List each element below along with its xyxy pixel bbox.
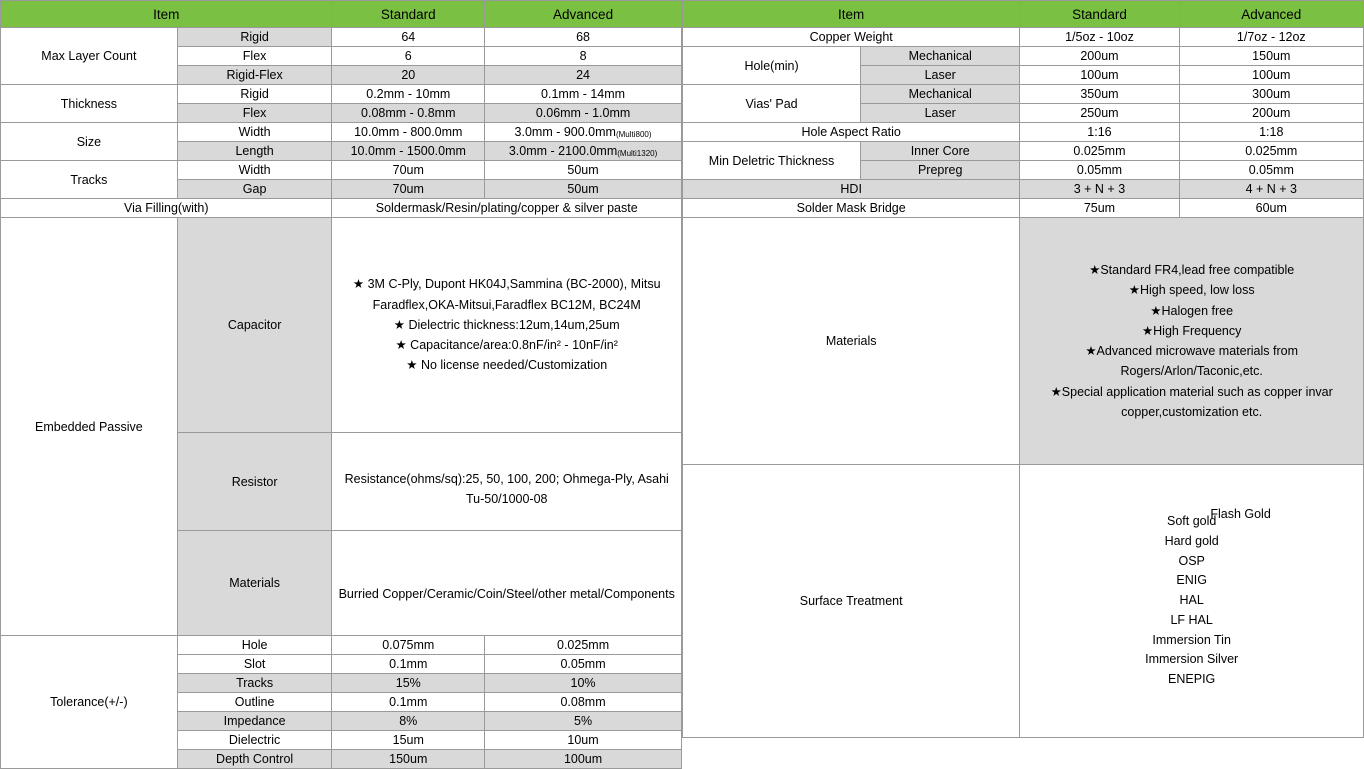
cell-advanced: 300um — [1179, 85, 1363, 104]
table-row — [1, 218, 682, 433]
cell-resistor-details: Resistance(ohms/sq):25, 50, 100, 200; Ohmega-Ply, Asahi Tu-50/1000-08 — [332, 433, 682, 531]
row-sub-label-capacitor: Capacitor — [177, 218, 332, 433]
row-sub-label: Length — [177, 142, 332, 161]
row-group-max-layer-count: Max Layer Count — [1, 28, 178, 85]
cell-advanced: 100um — [1179, 66, 1363, 85]
cell-standard: 0.025mm — [1020, 142, 1179, 161]
row-sub-label: Slot — [177, 655, 332, 674]
table-header-row — [1, 1, 682, 28]
cell-capacitor-details — [332, 218, 682, 433]
cell-standard: 0.05mm — [1020, 161, 1179, 180]
materials-line: ★High speed, low loss — [1128, 283, 1255, 298]
surface-treatment-line: ENEPIG — [1168, 672, 1216, 687]
cell-advanced: 10% — [485, 674, 682, 693]
table-row — [1, 28, 682, 47]
row-group-tracks: Tracks — [1, 161, 178, 199]
table-row — [683, 199, 1364, 218]
cell-standard: 0.1mm — [332, 655, 485, 674]
row-group-min-deletric-thickness: Min Deletric Thickness — [683, 142, 861, 180]
materials-line: ★Halogen free — [1150, 303, 1234, 318]
cell-standard: 15um — [332, 731, 485, 750]
row-sub-label: Tracks — [177, 674, 332, 693]
row-group-size: Size — [1, 123, 178, 161]
row-label-materials: Materials — [683, 218, 1020, 465]
cell-standard: 20 — [332, 66, 485, 85]
row-sub-label: Laser — [861, 66, 1020, 85]
row-sub-label-materials: Materials — [177, 531, 332, 636]
cell-standard: 10.0mm - 800.0mm — [332, 123, 485, 142]
cell-advanced: 5% — [485, 712, 682, 731]
table-header-row — [683, 1, 1364, 28]
capacitor-line: ★ Dielectric thickness:12um,14um,25um — [393, 317, 620, 332]
cell-standard: 1:16 — [1020, 123, 1179, 142]
table-row — [1, 161, 682, 180]
surface-treatment-line: Immersion Silver — [1145, 652, 1239, 667]
column-header-item: Item — [1, 1, 332, 28]
cell-advanced: 1/7oz - 12oz — [1179, 28, 1363, 47]
cell-advanced: 24 — [485, 66, 682, 85]
cell-standard: 0.075mm — [332, 636, 485, 655]
cell-standard: 75um — [1020, 199, 1179, 218]
cell-materials-details: Burried Copper/Ceramic/Coin/Steel/other metal/Components — [332, 531, 682, 636]
row-sub-label: Rigid — [177, 28, 332, 47]
cell-advanced: 100um — [485, 750, 682, 769]
cell-advanced: 1:18 — [1179, 123, 1363, 142]
surface-treatment-line: Hard gold — [1164, 533, 1219, 548]
row-sub-label: Rigid — [177, 85, 332, 104]
row-label-hole-aspect-ratio: Hole Aspect Ratio — [683, 123, 1020, 142]
surface-treatment-line: ENIG — [1176, 573, 1207, 588]
row-sub-label: Prepreg — [861, 161, 1020, 180]
capacitor-line: ★ Capacitance/area:0.8nF/in² - 10nF/in² — [395, 338, 618, 353]
right-spec-table — [682, 0, 1364, 738]
row-label-hdi: HDI — [683, 180, 1020, 199]
row-group-hole-min: Hole(min) — [683, 47, 861, 85]
row-sub-label: Hole — [177, 636, 332, 655]
row-sub-label: Width — [177, 123, 332, 142]
cell-standard: 10.0mm - 1500.0mm — [332, 142, 485, 161]
table-row — [683, 465, 1364, 738]
row-label-surface-treatment: Surface Treatment — [683, 465, 1020, 738]
cell-standard: 0.2mm - 10mm — [332, 85, 485, 104]
right-table-wrapper — [682, 0, 1364, 769]
cell-advanced: 0.08mm — [485, 693, 682, 712]
surface-treatment-line: Soft gold — [1167, 514, 1217, 529]
row-sub-label: Depth Control — [177, 750, 332, 769]
cell-advanced: 50um — [485, 161, 682, 180]
cell-advanced: 68 — [485, 28, 682, 47]
capacitor-line: ★ No license needed/Customization — [406, 358, 608, 373]
row-sub-label: Inner Core — [861, 142, 1020, 161]
table-row — [1, 636, 682, 655]
table-row — [683, 218, 1364, 465]
surface-treatment-line: HAL — [1179, 593, 1204, 608]
cell-standard: 250um — [1020, 104, 1179, 123]
capacitor-line: Faradflex,OKA-Mitsui,Faradflex BC12M, BC24M — [372, 297, 641, 312]
column-header-advanced: Advanced — [1179, 1, 1363, 28]
cell-standard: 1/5oz - 10oz — [1020, 28, 1179, 47]
row-label-via-filling: Via Filling(with) — [1, 199, 332, 218]
cell-advanced: 200um — [1179, 104, 1363, 123]
materials-line: ★Advanced microwave materials from — [1085, 344, 1298, 358]
row-label-copper-weight: Copper Weight — [683, 28, 1020, 47]
cell-advanced: 0.025mm — [485, 636, 682, 655]
cell-advanced: 8 — [485, 47, 682, 66]
row-sub-label: Impedance — [177, 712, 332, 731]
cell-surface-treatment-list — [1020, 465, 1364, 738]
row-group-tolerance: Tolerance(+/-) — [1, 636, 178, 769]
cell-advanced-note: (Multi800) — [615, 130, 652, 139]
surface-treatment-flash-gold: Flash Gold — [1210, 507, 1271, 521]
cell-advanced: 0.06mm - 1.0mm — [485, 104, 682, 123]
table-row — [683, 180, 1364, 199]
cell-advanced: 60um — [1179, 199, 1363, 218]
cell-standard: 350um — [1020, 85, 1179, 104]
row-sub-label: Flex — [177, 104, 332, 123]
table-row — [1, 123, 682, 142]
row-sub-label: Rigid-Flex — [177, 66, 332, 85]
row-group-embedded-passive: Embedded Passive — [1, 218, 178, 636]
cell-standard: 3 + N + 3 — [1020, 180, 1179, 199]
cell-advanced: 150um — [1179, 47, 1363, 66]
row-label-solder-mask-bridge: Solder Mask Bridge — [683, 199, 1020, 218]
cell-standard: 100um — [1020, 66, 1179, 85]
column-header-advanced: Advanced — [485, 1, 682, 28]
column-header-item: Item — [683, 1, 1020, 28]
surface-treatment-line: LF HAL — [1170, 612, 1213, 627]
cell-advanced: 10um — [485, 731, 682, 750]
cell-standard: 150um — [332, 750, 485, 769]
cell-advanced-note: (Multi1320) — [617, 149, 658, 158]
row-group-vias-pad: Vias' Pad — [683, 85, 861, 123]
row-sub-label: Laser — [861, 104, 1020, 123]
cell-advanced-value: 3.0mm - 2100.0mm — [508, 144, 618, 158]
row-sub-label: Width — [177, 161, 332, 180]
cell-advanced: 0.025mm — [1179, 142, 1363, 161]
column-header-standard: Standard — [1020, 1, 1179, 28]
cell-advanced — [485, 123, 682, 142]
cell-standard: 70um — [332, 180, 485, 199]
cell-standard: 70um — [332, 161, 485, 180]
cell-standard: 200um — [1020, 47, 1179, 66]
materials-line: copper,customization etc. — [1121, 404, 1263, 419]
row-group-thickness: Thickness — [1, 85, 178, 123]
column-header-standard: Standard — [332, 1, 485, 28]
row-sub-label: Flex — [177, 47, 332, 66]
surface-treatment-line: Immersion Tin — [1152, 632, 1231, 647]
materials-line: ★High Frequency — [1141, 323, 1242, 338]
cell-standard: 64 — [332, 28, 485, 47]
table-row — [1, 85, 682, 104]
surface-treatment-line: OSP — [1178, 553, 1205, 568]
cell-standard: 6 — [332, 47, 485, 66]
cell-standard: 0.08mm - 0.8mm — [332, 104, 485, 123]
table-row — [1, 199, 682, 218]
table-row — [683, 123, 1364, 142]
table-row — [683, 47, 1364, 66]
cell-standard: 0.1mm — [332, 693, 485, 712]
row-sub-label: Dielectric — [177, 731, 332, 750]
row-sub-label: Gap — [177, 180, 332, 199]
cell-advanced: 0.05mm — [485, 655, 682, 674]
cell-standard: 8% — [332, 712, 485, 731]
row-sub-label-resistor: Resistor — [177, 433, 332, 531]
row-sub-label: Outline — [177, 693, 332, 712]
row-sub-label: Mechanical — [861, 47, 1020, 66]
cell-via-filling-value: Soldermask/Resin/plating/copper & silver paste — [332, 199, 682, 218]
cell-advanced: 0.1mm - 14mm — [485, 85, 682, 104]
table-row — [683, 142, 1364, 161]
capacitor-line: ★ 3M C-Ply, Dupont HK04J,Sammina (BC-2000), Mitsu — [352, 277, 661, 292]
table-row — [683, 85, 1364, 104]
row-sub-label: Mechanical — [861, 85, 1020, 104]
cell-materials-list — [1020, 218, 1364, 465]
materials-line: ★Special application material such as copper invar — [1050, 384, 1333, 399]
cell-advanced-value: 3.0mm - 900.0mm — [514, 125, 616, 139]
cell-advanced: 4 + N + 3 — [1179, 180, 1363, 199]
table-row — [683, 28, 1364, 47]
materials-line: ★Standard FR4,lead free compatible — [1089, 263, 1295, 277]
cell-advanced: 0.05mm — [1179, 161, 1363, 180]
cell-advanced: 50um — [485, 180, 682, 199]
materials-line: Rogers/Arlon/Taconic,etc. — [1120, 364, 1263, 379]
cell-standard: 15% — [332, 674, 485, 693]
cell-advanced — [485, 142, 682, 161]
